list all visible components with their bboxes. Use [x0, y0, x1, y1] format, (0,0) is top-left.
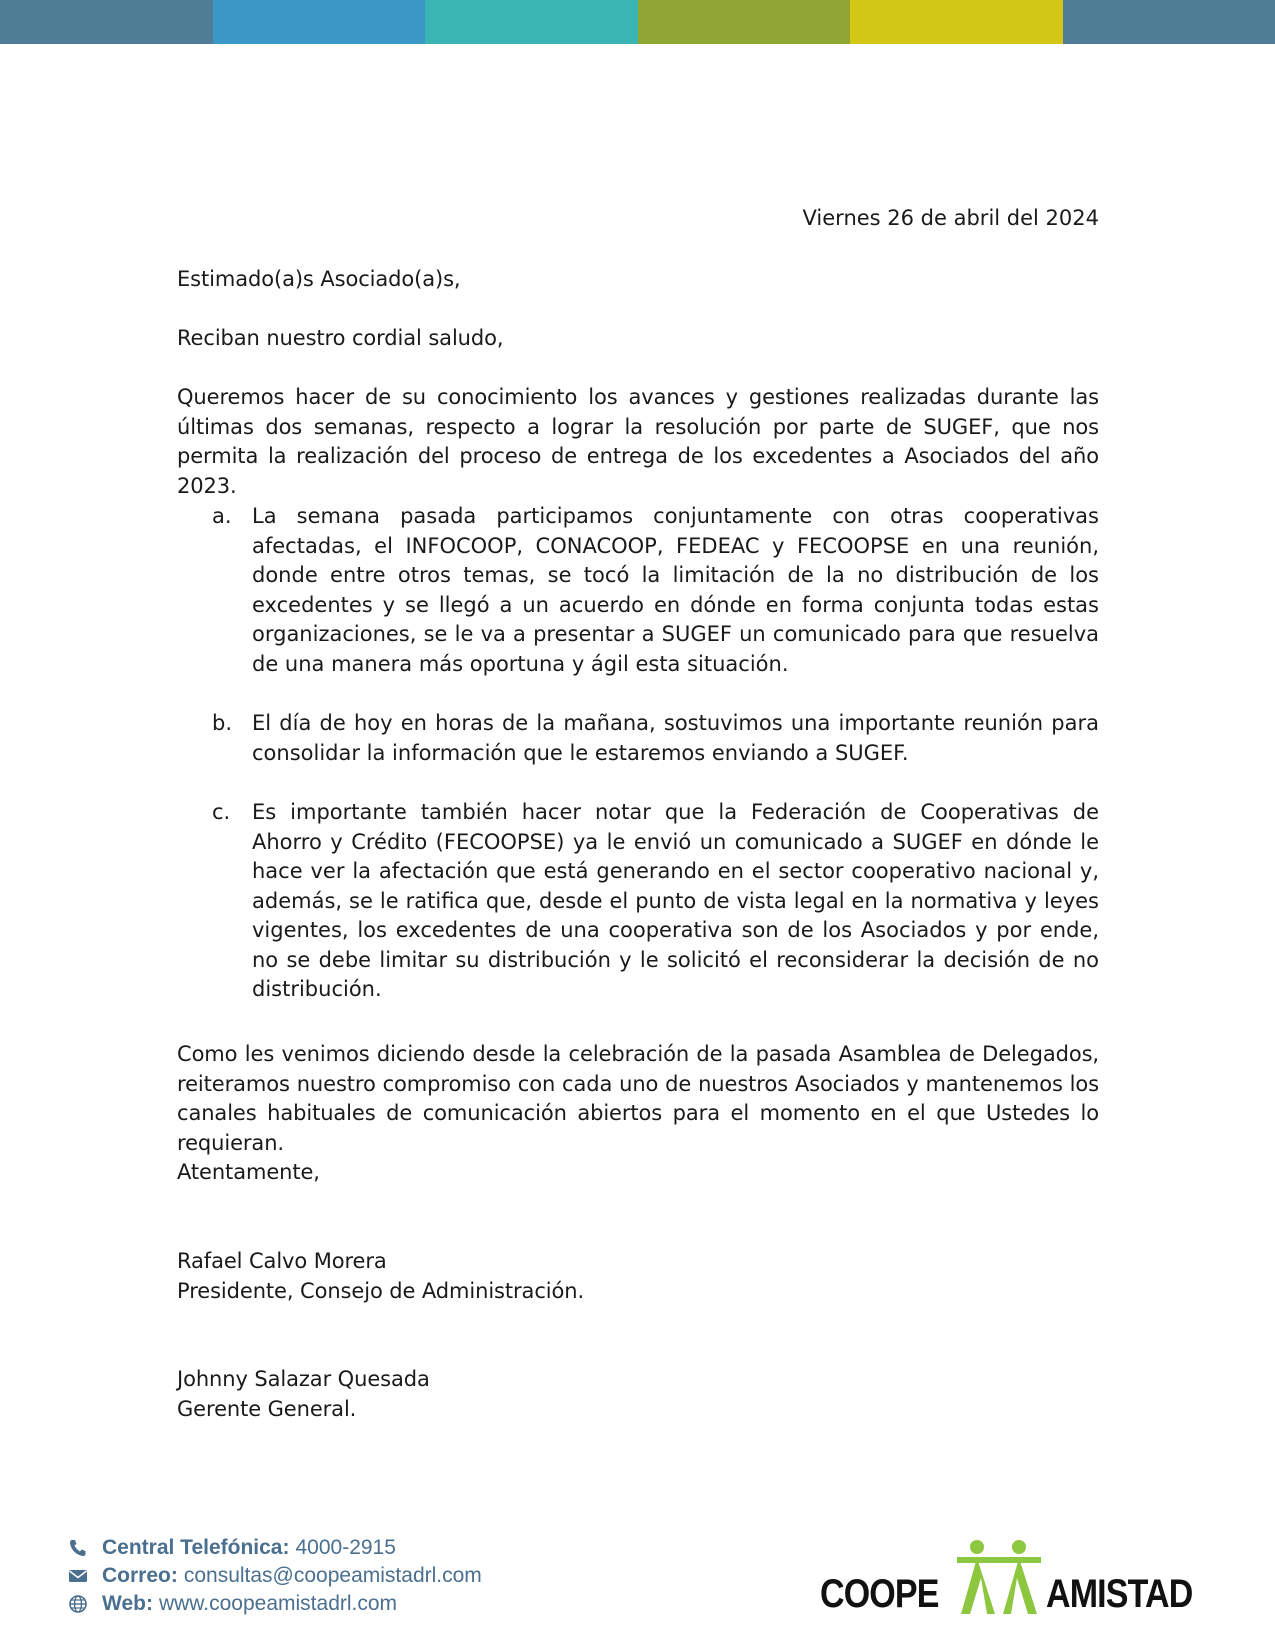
list-item — [212, 798, 1099, 1005]
footer-email-label: Correo: — [102, 1564, 178, 1587]
logo-text-right: AMISTAD — [1046, 1572, 1193, 1616]
stripe-segment — [850, 0, 1063, 44]
footer-phone-label: Central Telefónica: — [102, 1536, 290, 1559]
signature-block-manager — [177, 1365, 1099, 1424]
letter-salutation: Reciban nuestro cordial saludo, — [177, 326, 504, 350]
globe-icon — [68, 1594, 102, 1614]
footer-email-row — [68, 1562, 628, 1590]
footer-web-row — [68, 1590, 628, 1618]
phone-icon — [68, 1538, 102, 1558]
stripe-segment — [0, 0, 213, 44]
letter-greeting: Estimado(a)s Asociado(a)s, — [177, 267, 461, 291]
list-item-marker: b. — [212, 711, 233, 735]
footer-phone-row — [68, 1534, 628, 1562]
footer-web-link[interactable]: www.coopeamistadrl.com — [158, 1592, 398, 1615]
list-item-marker: c. — [212, 800, 231, 824]
list-item-text: Es importante también hacer notar que la Federación de Cooperativas de Ahorro y Crédito (FECOOPSE) ya le envió un comunicado a SUGEF en dónde le hace ver la afectación que está generando en el sector cooperativo nacional y, además, se le ratifica que, desde el punto de vista legal en la normativa y leyes vigentes, los excedentes de una cooperativa son de los Asociados y por ende, no se debe limitar su distribución y le solicitó el reconsiderar la decisión de no distribución. — [252, 800, 1099, 1001]
signatory-name: Johnny Salazar Quesada — [177, 1367, 430, 1391]
stripe-segment — [638, 0, 851, 44]
signatory-title: Gerente General. — [177, 1396, 357, 1421]
letter-item-list — [212, 502, 1099, 1035]
list-item-text: El día de hoy en horas de la mañana, sostuvimos una importante reunión para consolidar la información que le estaremos enviando a SUGEF. — [252, 711, 1099, 765]
list-item — [212, 709, 1099, 768]
signatory-title: Presidente, Consejo de Administración. — [177, 1278, 585, 1303]
footer-email-link[interactable]: consultas@coopeamistadrl.com — [183, 1564, 482, 1587]
color-stripe-bar — [0, 0, 1275, 44]
logo-text-left: COOPE — [820, 1572, 939, 1616]
list-item-marker: a. — [212, 504, 232, 528]
list-item-text: La semana pasada participamos conjuntamente con otras cooperativas afectadas, el INFOCOOP, CONACOOP, FEDEAC y FECOOPSE en una reunión, donde entre otros temas, se tocó la limitación de la no distribución de los excedentes y se llegó a un acuerdo en dónde en forma conjunta todas estas organizaciones, se le va a presentar a SUGEF un comunicado para que resuelva de una manera más oportuna y ágil esta situación. — [252, 504, 1099, 676]
coopeamistad-logo — [820, 1538, 1210, 1618]
letter-date: Viernes 26 de abril del 2024 — [802, 206, 1099, 230]
stripe-segment — [425, 0, 638, 44]
footer-phone-value[interactable]: 4000-2915 — [295, 1536, 396, 1559]
contact-footer — [68, 1534, 628, 1618]
footer-web-label: Web: — [102, 1592, 153, 1615]
envelope-icon — [68, 1568, 102, 1584]
stripe-segment — [1063, 0, 1275, 44]
signatory-name: Rafael Calvo Morera — [177, 1249, 387, 1273]
people-mark-icon — [953, 1538, 1049, 1618]
signature-block-president — [177, 1247, 1099, 1306]
list-item — [212, 502, 1099, 679]
letter-closing-paragraph: Como les venimos diciendo desde la celebración de la pasada Asamblea de Delegados, reiteramos nuestro compromiso con cada uno de nuestros Asociados y mantenemos los canales habituales de comunicación abiertos para el momento en el que Ustedes lo requieran. — [177, 1042, 1099, 1155]
letter-regards: Atentamente, — [177, 1160, 320, 1184]
stripe-segment — [213, 0, 426, 44]
letter-intro-paragraph: Queremos hacer de su conocimiento los avances y gestiones realizadas durante las últimas dos semanas, respecto a lograr la resolución por parte de SUGEF, que nos permita la realización del proceso de entrega de los excedentes a Asociados del año 2023. — [177, 385, 1099, 498]
